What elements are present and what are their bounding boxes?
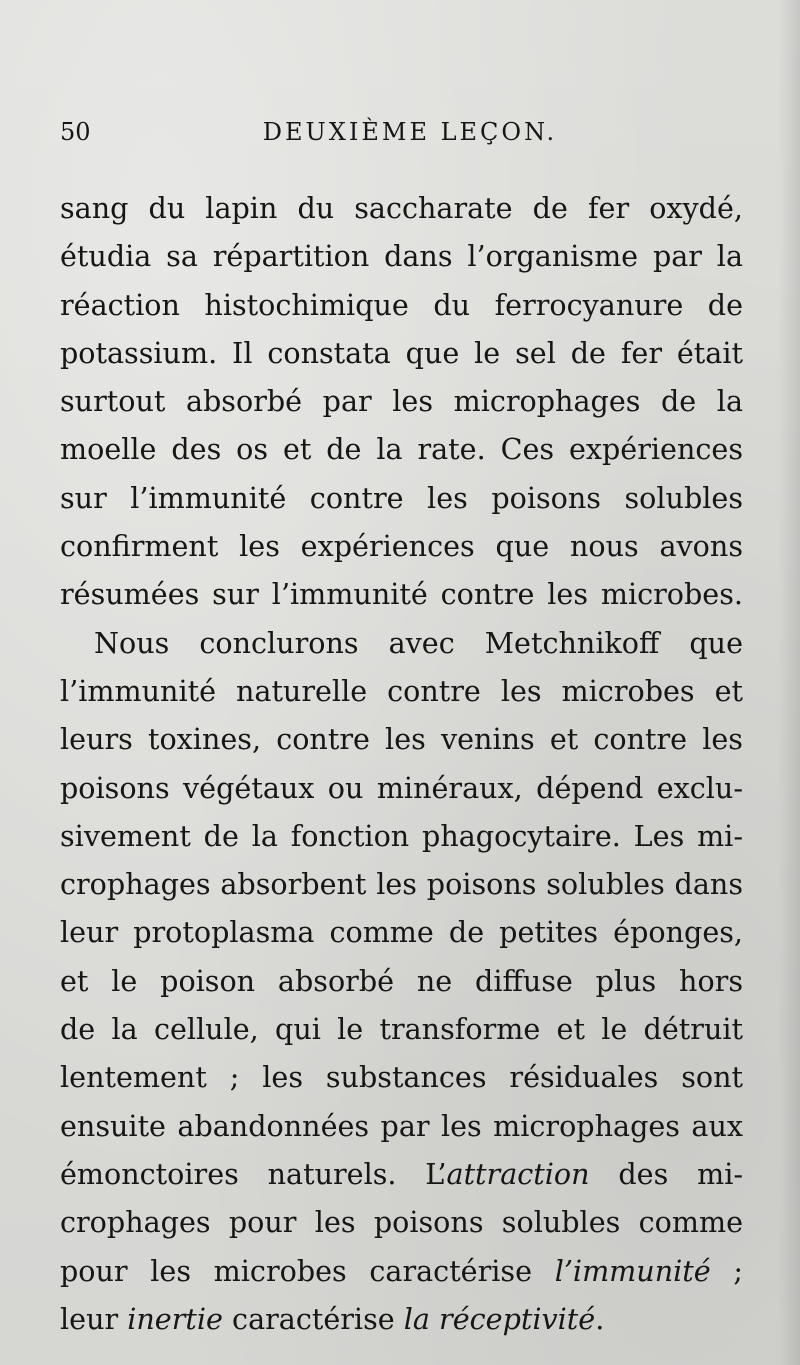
text-line: leurs toxines, contre les venins et contre les — [60, 722, 743, 757]
text-line: l’immunité naturelle contre les microbes et — [60, 673, 743, 708]
text-run: leur — [60, 1301, 128, 1336]
text-run: des mi- — [589, 1156, 743, 1191]
text-run: . — [595, 1301, 605, 1336]
text-line: moelle des os et de la rate. Ces expériences — [60, 432, 743, 467]
text-line — [60, 1247, 743, 1295]
text-line: leur protoplasma comme de petites éponges, — [60, 915, 743, 950]
text-line: ensuite abandonnées par les microphages aux — [60, 1108, 743, 1143]
text-line: crophages pour les poisons solubles comme — [60, 1205, 743, 1240]
text-line: lentement ; les substances résiduales sont — [60, 1060, 743, 1095]
text-run: pour les microbes caractérise — [60, 1253, 555, 1288]
text-line: sivement de la fonction phagocytaire. Les mi- — [60, 818, 743, 853]
body-text — [60, 184, 743, 1343]
text-run: émonctoires naturels. L’ — [60, 1156, 447, 1191]
paragraph-start-line: Nous conclurons avec Metchnikoff que — [94, 625, 743, 660]
italic-term-inertie: inertie — [127, 1301, 223, 1336]
text-line — [60, 1150, 743, 1198]
text-line: sang du lapin du saccharate de fer oxydé, — [60, 191, 743, 225]
page-header — [60, 118, 760, 158]
text-line: résumées sur l’immunité contre les microbes. — [60, 577, 743, 612]
text-line: réaction histochimique du ferrocyanure de — [60, 287, 743, 322]
page-number: 50 — [60, 118, 91, 146]
italic-term-immunite: l’immunité — [554, 1253, 711, 1288]
running-head: DEUXIÈME LEÇON. — [262, 118, 558, 146]
text-line: potassium. Il constata que le sel de fer était — [60, 335, 743, 370]
page-edge-shadow — [778, 0, 800, 1365]
text-line: sur l’immunité contre les poisons solubles — [60, 480, 743, 515]
text-line: de la cellule, qui le transforme et le détruit — [60, 1012, 743, 1047]
text-line: étudia sa répartition dans l’organisme par la — [60, 239, 743, 274]
text-line: confirment les expériences que nous avons — [60, 529, 743, 564]
text-run: caractérise — [222, 1301, 404, 1336]
text-line: crophages absorbent les poisons solubles dans — [60, 867, 743, 902]
text-line-last — [60, 1295, 743, 1343]
text-line: poisons végétaux ou minéraux, dépend exclu- — [60, 770, 743, 805]
text-line: surtout absorbé par les microphages de la — [60, 384, 743, 419]
text-line: et le poison absorbé ne diffuse plus hors — [60, 963, 743, 998]
text-run: ; — [710, 1253, 743, 1288]
italic-term-attraction: attraction — [446, 1156, 590, 1191]
italic-term-receptivite: la réceptivité — [403, 1301, 596, 1336]
